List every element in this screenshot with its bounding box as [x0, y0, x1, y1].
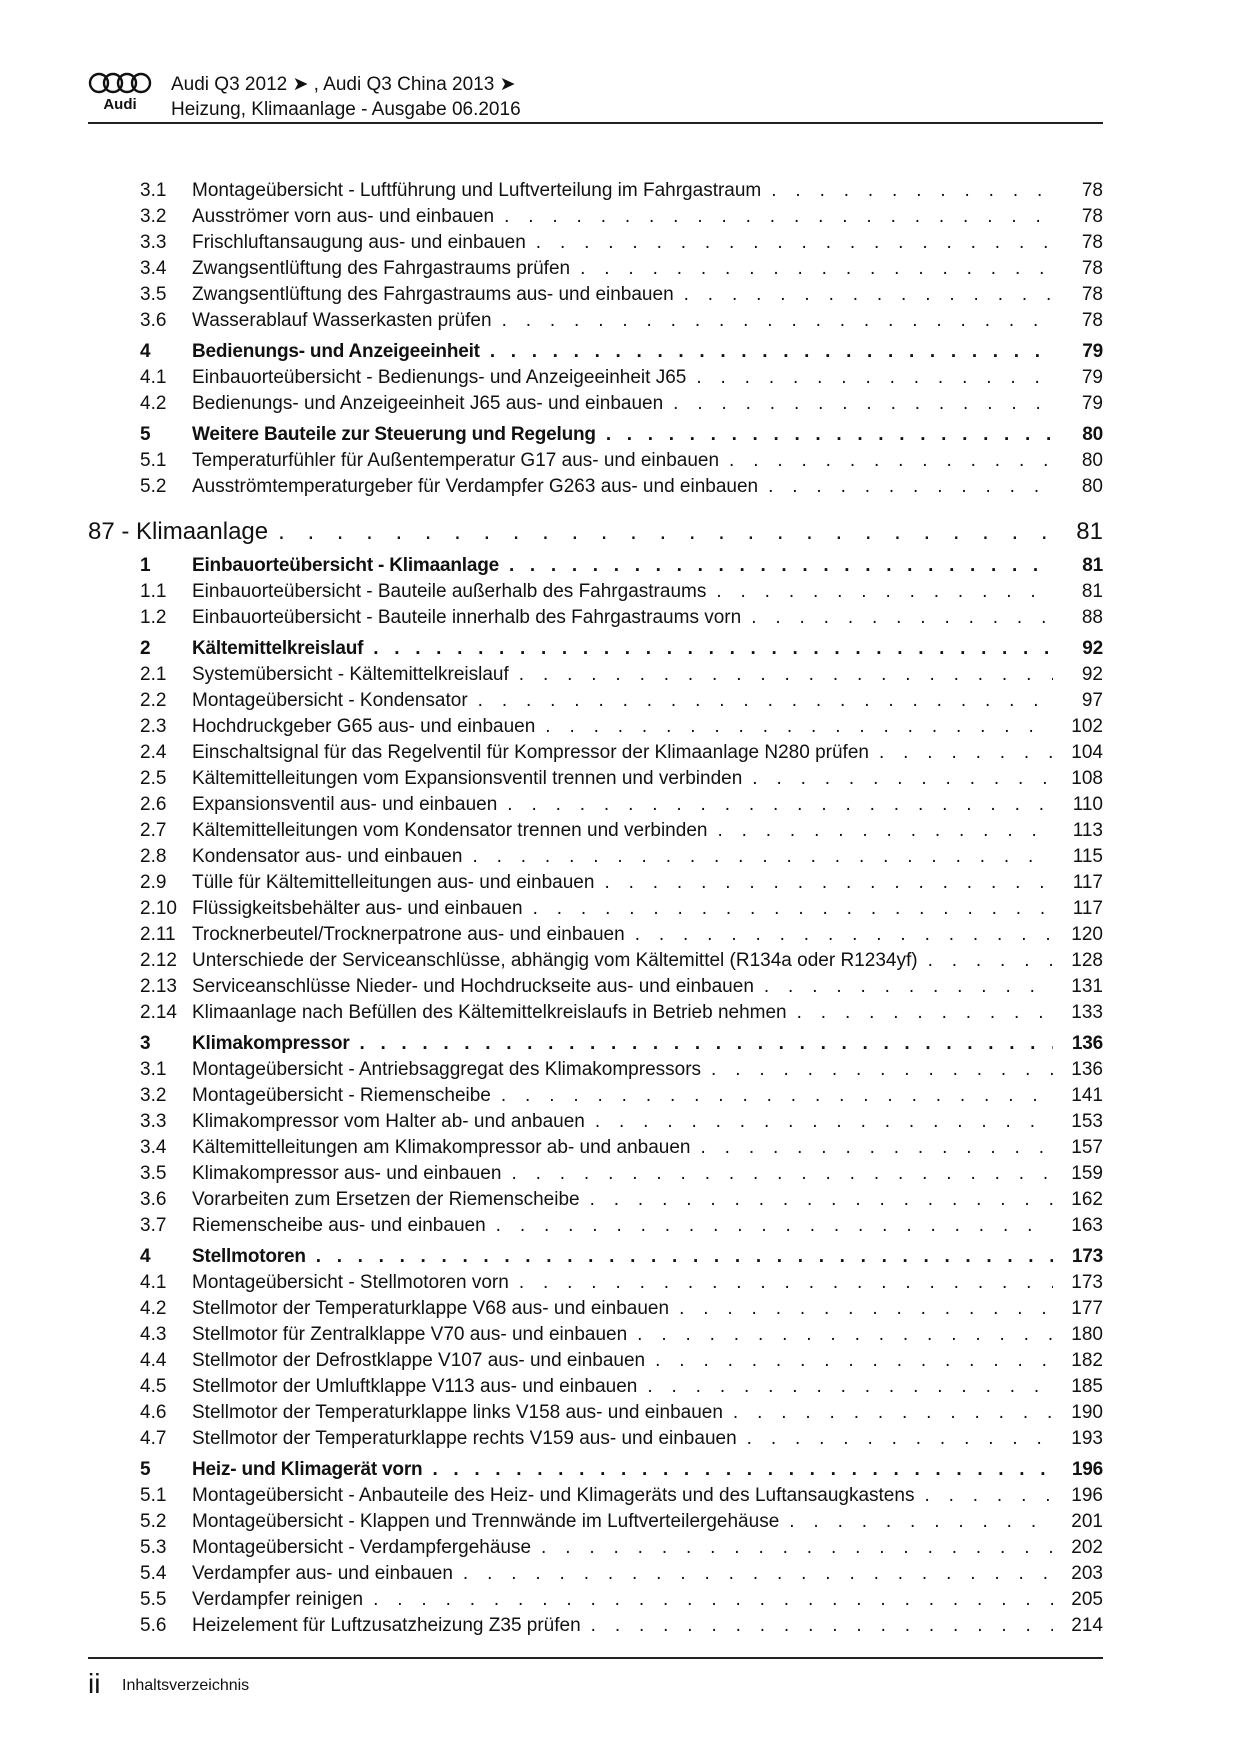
toc-entry-number: 2.3: [140, 716, 167, 737]
toc-entry-number: 2.14: [140, 1002, 177, 1023]
toc-page-number: 81: [1081, 581, 1103, 602]
toc-dot-leader: [541, 1537, 1053, 1559]
toc-entry-number: 4.1: [140, 1272, 167, 1293]
toc-entry-number: 4.6: [140, 1402, 167, 1423]
toc-page-number: 78: [1081, 180, 1103, 201]
toc-page-number: 141: [1071, 1085, 1103, 1106]
toc-entry-title: Einbauorteübersicht - Bedienungs- und Anzeigeeinheit J65: [192, 367, 687, 388]
toc-entry-title: Klimaanlage nach Befüllen des Kältemittelkreislaufs in Betrieb nehmen: [192, 1002, 787, 1023]
toc-page-number: 88: [1081, 607, 1103, 628]
toc-entry-number: 5: [140, 1459, 151, 1480]
toc-entry-title: Wasserablauf Wasserkasten prüfen: [192, 310, 492, 331]
toc-entry-number: 2.1: [140, 664, 167, 685]
footer-section-label: Inhaltsverzeichnis: [122, 1677, 250, 1694]
toc-entry-title: Montageübersicht - Klappen und Trennwände im Luftverteilergehäuse: [192, 1511, 780, 1532]
toc-entry-row[interactable]: [88, 894, 1103, 920]
toc-section-row[interactable]: [88, 634, 1103, 660]
toc-entry-title: Tülle für Kältemittelleitungen aus- und einbauen: [192, 872, 595, 893]
toc-entry-number: 1: [140, 555, 151, 576]
toc-page-number: 81: [1076, 518, 1103, 545]
toc-entry-title: Ausströmtemperaturgeber für Verdampfer G263 aus- und einbauen: [192, 476, 759, 497]
toc-dot-leader: [701, 1137, 1054, 1159]
toc-dot-leader: [635, 924, 1053, 946]
toc-entry-number: 3.1: [140, 180, 167, 201]
toc-entry-row[interactable]: [88, 176, 1103, 202]
toc-entry-number: 2.2: [140, 690, 167, 711]
toc-entry-row[interactable]: [88, 603, 1103, 629]
toc-page-number: 173: [1071, 1272, 1103, 1293]
audi-logo: [88, 72, 152, 112]
toc-dot-leader: [590, 1189, 1053, 1211]
toc-page-number: 78: [1081, 206, 1103, 227]
toc-entry-title: Stellmotor der Temperaturklappe V68 aus- und einbauen: [192, 1298, 670, 1319]
toc-dot-leader: [472, 846, 1053, 868]
toc-entry-row[interactable]: [88, 868, 1103, 894]
toc-page-number: 117: [1072, 872, 1103, 893]
toc-dot-leader: [504, 206, 1053, 228]
toc-entry-title: Stellmotor der Umluftklappe V113 aus- und einbauen: [192, 1376, 638, 1397]
toc-page-number: 97: [1081, 690, 1103, 711]
toc-dot-leader: [501, 1085, 1053, 1107]
toc-entry-number: 5.4: [140, 1563, 167, 1584]
toc-entry-number: 2.10: [140, 898, 177, 919]
toc-page-number: 79: [1081, 367, 1103, 388]
toc-entry-row[interactable]: [88, 920, 1103, 946]
header-model-line: Audi Q3 2012 ➤ , Audi Q3 China 2013 ➤: [171, 74, 516, 95]
toc-dot-leader: [432, 1459, 1053, 1481]
toc-entry-row[interactable]: [88, 1398, 1103, 1424]
toc-dot-leader: [751, 607, 1053, 629]
toc-entry-title: Kältemittelleitungen vom Expansionsventil trennen und verbinden: [192, 768, 743, 789]
toc-entry-title: Stellmotoren: [192, 1246, 306, 1267]
toc-page-number: 104: [1071, 742, 1103, 763]
toc-page-number: 78: [1081, 284, 1103, 305]
toc-page-number: 157: [1071, 1137, 1103, 1158]
toc-entry-title: 87 - Klimaanlage: [88, 518, 269, 545]
toc-page-number: 92: [1082, 638, 1103, 659]
toc-section-row[interactable]: [88, 337, 1103, 363]
toc-section-row[interactable]: [88, 1242, 1103, 1268]
toc-page-number: 196: [1071, 1485, 1103, 1506]
toc-entry-number: 2.9: [140, 872, 167, 893]
toc-dot-leader: [716, 581, 1053, 603]
toc-entry-number: 3.5: [140, 1163, 167, 1184]
toc-page-number: 108: [1071, 768, 1103, 789]
toc-entry-number: 3.3: [140, 232, 167, 253]
toc-entry-number: 3.4: [140, 258, 167, 279]
toc-entry-row[interactable]: [88, 712, 1103, 738]
toc-dot-leader: [752, 768, 1053, 790]
toc-dot-leader: [545, 716, 1053, 738]
toc-entry-title: Einbauorteübersicht - Klimaanlage: [192, 555, 499, 576]
toc-dot-leader: [316, 1246, 1053, 1268]
toc-dot-leader: [797, 1002, 1053, 1024]
toc-entry-row[interactable]: [88, 1133, 1103, 1159]
toc-entry-number: 4.2: [140, 1298, 167, 1319]
toc-page-number: 159: [1071, 1163, 1103, 1184]
toc-entry-title: Montageübersicht - Kondensator: [192, 690, 468, 711]
toc-entry-title: Serviceanschlüsse Nieder- und Hochdruckseite aus- und einbauen: [192, 976, 754, 997]
toc-entry-number: 5.1: [140, 1485, 167, 1506]
toc-entry-title: Flüssigkeitsbehälter aus- und einbauen: [192, 898, 523, 919]
toc-entry-number: 3.6: [140, 1189, 167, 1210]
toc-entry-row[interactable]: [88, 1107, 1103, 1133]
toc-dot-leader: [502, 310, 1053, 332]
toc-dot-leader: [591, 1615, 1053, 1637]
toc-entry-number: 5.2: [140, 476, 167, 497]
toc-entry-number: 3: [140, 1033, 151, 1054]
toc-dot-leader: [604, 872, 1053, 894]
toc-entry-title: Frischluftansaugung aus- und einbauen: [192, 232, 526, 253]
toc-page-number: 203: [1071, 1563, 1103, 1584]
toc-entry-row[interactable]: [88, 363, 1103, 389]
toc-entry-title: Stellmotor der Temperaturklappe rechts V159 aus- und einbauen: [192, 1428, 737, 1449]
toc-page-number: 79: [1081, 393, 1103, 414]
toc-entry-number: 3.4: [140, 1137, 167, 1158]
toc-entry-title: Unterschiede der Serviceanschlüsse, abhängig vom Kältemittel (R134a oder R1234yf): [192, 950, 918, 971]
toc-entry-title: Expansionsventil aus- und einbauen: [192, 794, 498, 815]
toc-dot-leader: [768, 476, 1053, 498]
toc-entry-row[interactable]: [88, 228, 1103, 254]
toc-entry-title: Heiz- und Klimagerät vorn: [192, 1459, 423, 1480]
toc-entry-row[interactable]: [88, 280, 1103, 306]
header-edition-line: Heizung, Klimaanlage - Ausgabe 06.2016: [171, 99, 521, 120]
page-number: ii: [88, 1668, 101, 1699]
toc-entry-row[interactable]: [88, 1346, 1103, 1372]
toc-page-number: 136: [1071, 1033, 1103, 1054]
toc-entry-title: Kältemittelkreislauf: [192, 638, 364, 659]
table-of-contents: [88, 176, 1103, 1637]
toc-dot-leader: [496, 1215, 1053, 1237]
toc-dot-leader: [924, 1485, 1053, 1507]
toc-entry-row[interactable]: [88, 946, 1103, 972]
toc-page-number: 78: [1081, 310, 1103, 331]
toc-page-number: 131: [1071, 976, 1103, 997]
toc-entry-title: Systemübersicht - Kältemittelkreislauf: [192, 664, 509, 685]
toc-entry-title: Montageübersicht - Anbauteile des Heiz- und Klimageräts und des Luftansaugkastens: [192, 1485, 915, 1506]
toc-entry-number: 2.7: [140, 820, 167, 841]
toc-entry-title: Trocknerbeutel/Trocknerpatrone aus- und einbauen: [192, 924, 625, 945]
toc-entry-number: 3.6: [140, 310, 167, 331]
toc-entry-number: 2.4: [140, 742, 167, 763]
toc-dot-leader: [747, 1428, 1053, 1450]
toc-entry-row[interactable]: [88, 254, 1103, 280]
toc-entry-row[interactable]: [88, 686, 1103, 712]
toc-entry-title: Vorarbeiten zum Ersetzen der Riemenscheibe: [192, 1189, 580, 1210]
toc-entry-row[interactable]: [88, 1159, 1103, 1185]
toc-dot-leader: [673, 393, 1053, 415]
toc-section-row[interactable]: [88, 1455, 1103, 1481]
toc-entry-row[interactable]: [88, 1294, 1103, 1320]
toc-page-number: 80: [1081, 476, 1103, 497]
toc-dot-leader: [696, 367, 1053, 389]
toc-page-number: 190: [1071, 1402, 1103, 1423]
toc-dot-leader: [373, 1589, 1053, 1611]
toc-entry-number: 5.2: [140, 1511, 167, 1532]
audi-wordmark: Audi: [103, 96, 137, 112]
toc-entry-number: 2.11: [140, 924, 176, 945]
toc-entry-row[interactable]: [88, 764, 1103, 790]
toc-page-number: 163: [1071, 1215, 1103, 1236]
toc-page-number: 128: [1071, 950, 1103, 971]
toc-entry-row[interactable]: [88, 1268, 1103, 1294]
toc-entry-row[interactable]: [88, 1185, 1103, 1211]
toc-dot-leader: [684, 284, 1053, 306]
toc-entry-row[interactable]: [88, 816, 1103, 842]
toc-entry-title: Hochdruckgeber G65 aus- und einbauen: [192, 716, 536, 737]
toc-entry-number: 2.13: [140, 976, 177, 997]
toc-entry-title: Montageübersicht - Antriebsaggregat des Klimakompressors: [192, 1059, 702, 1080]
toc-entry-row[interactable]: [88, 1481, 1103, 1507]
toc-entry-row[interactable]: [88, 1507, 1103, 1533]
toc-entry-row[interactable]: [88, 790, 1103, 816]
toc-dot-leader: [580, 258, 1053, 280]
toc-dot-leader: [879, 742, 1053, 764]
toc-section-row[interactable]: [88, 551, 1103, 577]
toc-entry-title: Temperaturfühler für Außentemperatur G17 aus- und einbauen: [192, 450, 720, 471]
toc-entry-number: 3.5: [140, 284, 167, 305]
toc-dot-leader: [637, 1324, 1053, 1346]
toc-entry-row[interactable]: [88, 202, 1103, 228]
toc-entry-number: 4.7: [140, 1428, 167, 1449]
toc-dot-leader: [490, 341, 1053, 363]
toc-page-number: 193: [1071, 1428, 1103, 1449]
toc-chapter-row[interactable]: [88, 510, 1103, 546]
toc-dot-leader: [711, 1059, 1053, 1081]
toc-entry-title: Bedienungs- und Anzeigeeinheit: [192, 341, 480, 362]
toc-entry-number: 3.1: [140, 1059, 167, 1080]
toc-dot-leader: [533, 898, 1053, 920]
toc-entry-title: Zwangsentlüftung des Fahrgastraums aus- und einbauen: [192, 284, 674, 305]
toc-entry-title: Kondensator aus- und einbauen: [192, 846, 463, 867]
toc-entry-title: Heizelement für Luftzusatzheizung Z35 prüfen: [192, 1615, 581, 1636]
toc-page-number: 80: [1081, 450, 1103, 471]
toc-entry-row[interactable]: [88, 1081, 1103, 1107]
toc-entry-title: Zwangsentlüftung des Fahrgastraums prüfen: [192, 258, 571, 279]
toc-entry-title: Stellmotor der Temperaturklappe links V158 aus- und einbauen: [192, 1402, 723, 1423]
toc-entry-number: 4.2: [140, 393, 167, 414]
toc-entry-row[interactable]: [88, 972, 1103, 998]
toc-dot-leader: [729, 450, 1053, 472]
toc-dot-leader: [478, 690, 1053, 712]
toc-entry-row[interactable]: [88, 1372, 1103, 1398]
toc-page-number: 153: [1071, 1111, 1103, 1132]
toc-entry-row[interactable]: [88, 577, 1103, 603]
toc-entry-number: 1.1: [140, 581, 167, 602]
toc-dot-leader: [509, 555, 1053, 577]
toc-entry-row[interactable]: [88, 998, 1103, 1024]
toc-entry-number: 5.3: [140, 1537, 167, 1558]
toc-page-number: 117: [1072, 898, 1103, 919]
toc-entry-row[interactable]: [88, 738, 1103, 764]
toc-dot-leader: [519, 664, 1053, 686]
toc-page-number: 113: [1072, 820, 1103, 841]
toc-page-number: 133: [1071, 1002, 1103, 1023]
toc-page-number: 177: [1071, 1298, 1103, 1319]
toc-page-number: 201: [1071, 1511, 1103, 1532]
toc-entry-title: Einbauorteübersicht - Bauteile außerhalb des Fahrgastraums: [192, 581, 707, 602]
toc-entry-title: Stellmotor für Zentralklappe V70 aus- und einbauen: [192, 1324, 628, 1345]
toc-page-number: 202: [1071, 1537, 1103, 1558]
toc-entry-number: 4.1: [140, 367, 167, 388]
toc-entry-title: Klimakompressor aus- und einbauen: [192, 1163, 502, 1184]
toc-dot-leader: [463, 1563, 1053, 1585]
toc-entry-title: Klimakompressor vom Halter ab- und anbauen: [192, 1111, 585, 1132]
toc-entry-number: 4.5: [140, 1376, 167, 1397]
toc-page-number: 196: [1071, 1459, 1103, 1480]
toc-entry-row[interactable]: [88, 1533, 1103, 1559]
toc-dot-leader: [647, 1376, 1053, 1398]
toc-entry-row[interactable]: [88, 306, 1103, 332]
toc-entry-title: Kältemittelleitungen vom Kondensator trennen und verbinden: [192, 820, 708, 841]
toc-dot-leader: [278, 518, 1053, 546]
toc-dot-leader: [373, 638, 1053, 660]
toc-page-number: 80: [1082, 424, 1103, 445]
toc-page-number: 136: [1071, 1059, 1103, 1080]
toc-entry-number: 5: [140, 424, 151, 445]
toc-entry-row[interactable]: [88, 472, 1103, 498]
toc-page-number: 92: [1081, 664, 1103, 685]
toc-entry-number: 2.8: [140, 846, 167, 867]
toc-dot-leader: [679, 1298, 1053, 1320]
toc-page-number: 214: [1071, 1615, 1103, 1636]
toc-dot-leader: [764, 976, 1053, 998]
toc-page-number: 162: [1071, 1189, 1103, 1210]
toc-dot-leader: [606, 424, 1053, 446]
toc-entry-title: Bedienungs- und Anzeigeeinheit J65 aus- und einbauen: [192, 393, 664, 414]
toc-entry-number: 1.2: [140, 607, 167, 628]
toc-dot-leader: [507, 794, 1053, 816]
toc-page-number: 182: [1071, 1350, 1103, 1371]
toc-entry-number: 3.2: [140, 206, 167, 227]
toc-entry-number: 2: [140, 638, 151, 659]
toc-entry-number: 5.5: [140, 1589, 167, 1610]
toc-entry-title: Weitere Bauteile zur Steuerung und Regelung: [192, 424, 596, 445]
toc-entry-row[interactable]: [88, 660, 1103, 686]
toc-page-number: 81: [1082, 555, 1103, 576]
toc-section-row[interactable]: [88, 420, 1103, 446]
toc-entry-row[interactable]: [88, 446, 1103, 472]
toc-dot-leader: [511, 1163, 1053, 1185]
toc-dot-leader: [733, 1402, 1053, 1424]
toc-entry-number: 4.3: [140, 1324, 167, 1345]
audi-rings-icon: [88, 72, 152, 112]
toc-dot-leader: [595, 1111, 1053, 1133]
toc-dot-leader: [928, 950, 1053, 972]
toc-entry-row[interactable]: [88, 1611, 1103, 1637]
toc-entry-title: Einschaltsignal für das Regelventil für Kompressor der Klimaanlage N280 prüfen: [192, 742, 869, 763]
toc-entry-number: 2.6: [140, 794, 167, 815]
toc-entry-title: Riemenscheibe aus- und einbauen: [192, 1215, 486, 1236]
toc-entry-number: 3.3: [140, 1111, 167, 1132]
toc-entry-number: 3.7: [140, 1215, 167, 1236]
toc-entry-title: Stellmotor der Defrostklappe V107 aus- und einbauen: [192, 1350, 646, 1371]
toc-dot-leader: [789, 1511, 1053, 1533]
toc-entry-row[interactable]: [88, 389, 1103, 415]
toc-page-number: 102: [1071, 716, 1103, 737]
toc-page-number: 173: [1071, 1246, 1103, 1267]
toc-page-number: 78: [1081, 232, 1103, 253]
toc-dot-leader: [536, 232, 1053, 254]
toc-entry-title: Klimakompressor: [192, 1033, 350, 1054]
toc-entry-row[interactable]: [88, 1559, 1103, 1585]
toc-entry-number: 5.1: [140, 450, 167, 471]
toc-entry-title: Montageübersicht - Verdampfergehäuse: [192, 1537, 532, 1558]
toc-page-number: 120: [1071, 924, 1103, 945]
toc-entry-number: 3.2: [140, 1085, 167, 1106]
toc-entry-number: 5.6: [140, 1615, 167, 1636]
toc-page-number: 110: [1072, 794, 1103, 815]
toc-dot-leader: [655, 1350, 1053, 1372]
toc-entry-number: 2.12: [140, 950, 177, 971]
toc-entry-row[interactable]: [88, 1320, 1103, 1346]
toc-entry-title: Einbauorteübersicht - Bauteile innerhalb des Fahrgastraums vorn: [192, 607, 742, 628]
toc-page-number: 185: [1071, 1376, 1103, 1397]
toc-entry-title: Ausströmer vorn aus- und einbauen: [192, 206, 495, 227]
toc-entry-number: 4: [140, 1246, 151, 1267]
toc-entry-number: 2.5: [140, 768, 167, 789]
toc-dot-leader: [360, 1033, 1053, 1055]
toc-entry-row[interactable]: [88, 1585, 1103, 1611]
toc-section-row[interactable]: [88, 1029, 1103, 1055]
toc-entry-title: Montageübersicht - Stellmotoren vorn: [192, 1272, 509, 1293]
toc-entry-title: Verdampfer reinigen: [192, 1589, 364, 1610]
toc-page-number: 115: [1072, 846, 1103, 867]
toc-dot-leader: [717, 820, 1053, 842]
toc-dot-leader: [519, 1272, 1053, 1294]
toc-page-number: 180: [1071, 1324, 1103, 1345]
toc-dot-leader: [771, 180, 1053, 202]
toc-page-number: 79: [1082, 341, 1103, 362]
footer-divider: [88, 1657, 1103, 1659]
toc-entry-title: Verdampfer aus- und einbauen: [192, 1563, 453, 1584]
toc-entry-number: 4: [140, 341, 151, 362]
toc-entry-title: Montageübersicht - Riemenscheibe: [192, 1085, 491, 1106]
toc-entry-row[interactable]: [88, 842, 1103, 868]
toc-page-number: 205: [1071, 1589, 1103, 1610]
header-divider: [88, 122, 1103, 124]
toc-entry-row[interactable]: [88, 1055, 1103, 1081]
toc-entry-row[interactable]: [88, 1211, 1103, 1237]
toc-entry-row[interactable]: [88, 1424, 1103, 1450]
toc-entry-title: Montageübersicht - Luftführung und Luftverteilung im Fahrgastraum: [192, 180, 762, 201]
toc-entry-title: Kältemittelleitungen am Klimakompressor ab- und anbauen: [192, 1137, 691, 1158]
toc-page-number: 78: [1081, 258, 1103, 279]
toc-entry-number: 4.4: [140, 1350, 167, 1371]
